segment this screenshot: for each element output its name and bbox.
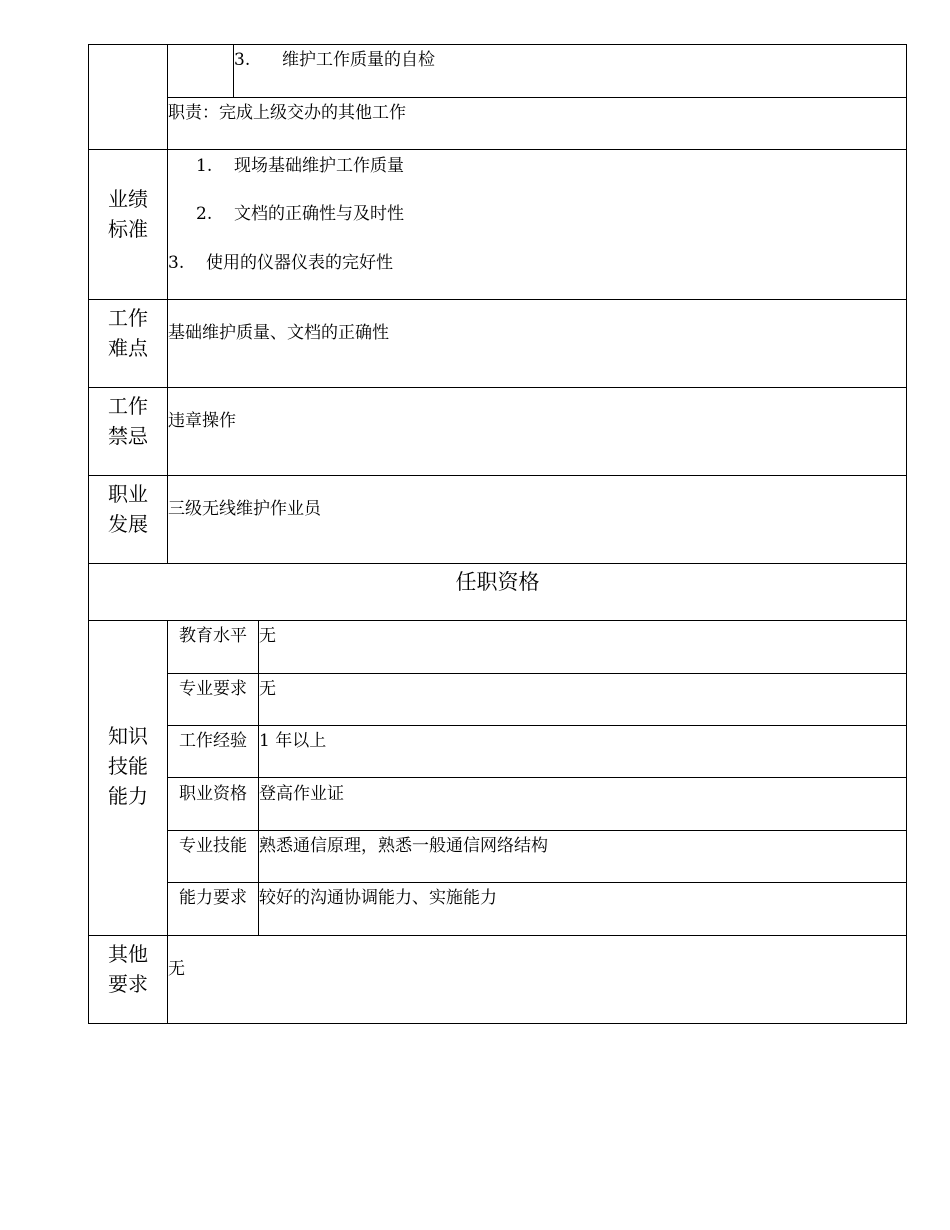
row-divider [167,882,907,883]
row-divider [88,935,907,936]
other-value: 无 [168,959,185,979]
table-border-top [88,44,907,45]
list-number: 2. [196,204,213,224]
list-number: 3. [168,253,185,273]
table-border-left [88,44,89,1024]
row-divider [88,563,907,564]
row-divider [88,475,907,476]
row-divider [88,299,907,300]
qualification-title: 任职资格 [455,570,540,594]
row-divider [88,620,907,621]
table-border-bottom [88,1023,907,1024]
qualification-value: 较好的沟通协调能力、实施能力 [259,888,497,908]
performance-label: 业绩标准 [108,187,148,241]
row-divider [167,673,907,674]
list-item [168,253,393,273]
other-duty-text: 职责：完成上级交办的其他工作 [168,103,406,123]
qualification-value: 无 [259,679,276,699]
row-divider [167,725,907,726]
other-label: 其他要求 [108,942,148,996]
list-item [196,204,404,224]
duty-sub-item [234,50,435,70]
qualification-key: 职业资格 [179,784,247,804]
qualification-value: 无 [259,626,276,646]
qualification-key: 专业技能 [179,836,247,856]
difficulty-label: 工作难点 [108,306,148,360]
taboo-label: 工作禁忌 [108,394,148,448]
qualification-key: 专业要求 [179,679,247,699]
list-text: 使用的仪器仪表的完好性 [206,253,393,273]
qualification-key: 教育水平 [179,626,247,646]
difficulty-value: 基础维护质量、文档的正确性 [168,323,389,343]
table-border-right [906,44,907,1024]
knowledge-skills-label: 知识技能能力 [108,724,148,808]
list-text: 现场基础维护工作质量 [234,156,404,176]
row-divider [88,149,907,150]
career-label: 职业发展 [108,482,148,536]
list-text: 维护工作质量的自检 [282,50,435,70]
qualification-value: 登高作业证 [259,784,344,804]
list-number: 3. [234,50,251,70]
qualification-value: 熟悉通信原理，熟悉一般通信网络结构 [259,836,548,856]
row-divider [167,830,907,831]
qualification-value: 1 年以上 [259,731,327,751]
qualification-key: 能力要求 [179,888,247,908]
career-value: 三级无线维护作业员 [168,499,321,519]
list-item [196,156,404,176]
row-divider [167,97,907,98]
row-divider [88,387,907,388]
taboo-value: 违章操作 [168,411,236,431]
list-number: 1. [196,156,213,176]
list-text: 文档的正确性与及时性 [234,204,404,224]
qualification-key: 工作经验 [179,731,247,751]
row-divider [167,777,907,778]
